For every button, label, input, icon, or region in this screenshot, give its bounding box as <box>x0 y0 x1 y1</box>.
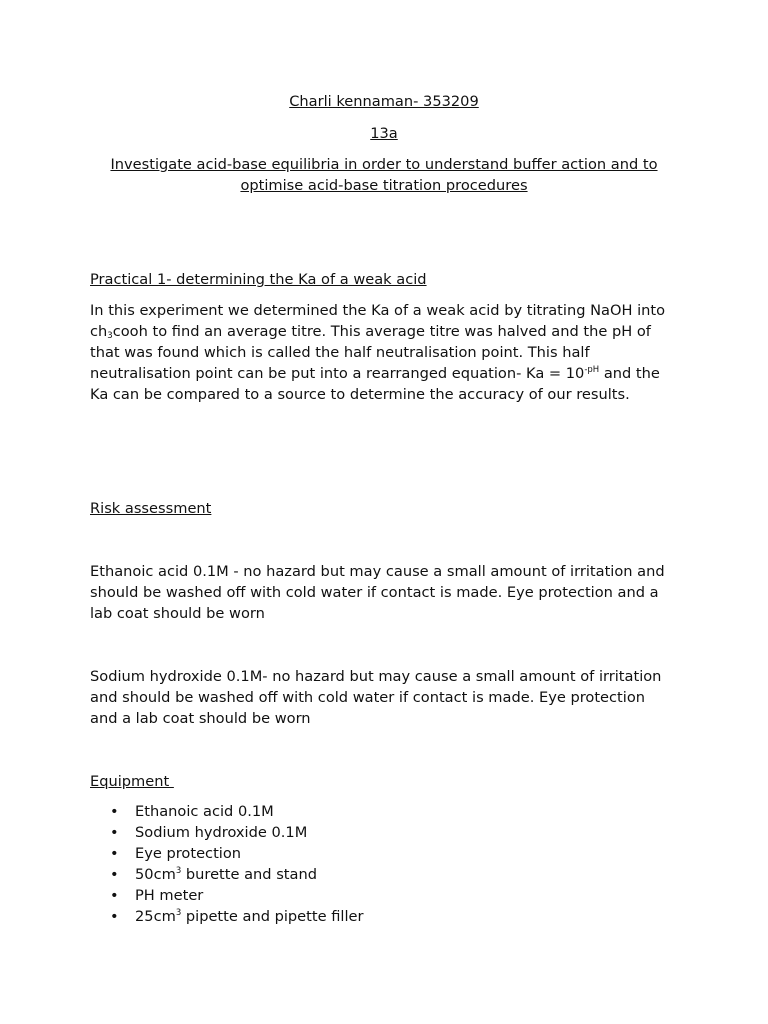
list-item <box>90 822 364 843</box>
list-item-text-post: burette and stand <box>181 866 317 883</box>
list-item-text: Eye protection <box>135 845 242 862</box>
bullet-icon: • <box>110 845 119 862</box>
list-item-text: Sodium hydroxide 0.1M <box>135 824 308 841</box>
list-item-text-post: pipette and pipette filler <box>181 908 364 925</box>
equipment-list <box>90 801 364 927</box>
list-item-text: PH meter <box>135 887 204 904</box>
practical-intro-part2: cooh to find an average titre. This average titre was halved and the pH of that was found which is called the half neutralisation point. This half neutralisation point can be put into a rearranged equation- Ka = 10 <box>90 323 651 382</box>
bullet-icon: • <box>110 866 119 883</box>
list-item <box>90 864 364 885</box>
bullet-icon: • <box>110 824 119 841</box>
practical-intro-subscript: 3 <box>107 331 113 341</box>
equipment-heading: Equipment <box>90 773 174 790</box>
superscript: 3 <box>175 866 182 876</box>
practical-intro <box>90 300 670 405</box>
list-item <box>90 801 364 822</box>
risk-heading: Risk assessment <box>90 500 212 517</box>
list-item-text-pre: 50cm <box>135 866 176 883</box>
list-item-text: Ethanoic acid 0.1M <box>135 803 274 820</box>
practical-heading: Practical 1- determining the Ka of a weak acid <box>90 271 427 288</box>
practical-intro-superscript: -pH <box>584 365 600 375</box>
list-item <box>90 885 364 906</box>
list-item <box>90 906 364 927</box>
bullet-icon: • <box>110 887 119 904</box>
risk-sodium-hydroxide: Sodium hydroxide 0.1M- no hazard but may cause a small amount of irritation and should be washed off with cold water if contact is made. Eye protection and a lab coat should be worn <box>90 668 662 727</box>
unit-code: 13a <box>370 125 398 142</box>
practical-intro-part1: In this experiment we determined the Ka of a weak acid by titrating NaOH into ch <box>90 302 666 340</box>
bullet-icon: • <box>110 908 119 925</box>
bullet-icon: • <box>110 803 119 820</box>
objective-title: Investigate acid-base equilibria in order to understand buffer action and to optimise acid-base titration procedures <box>110 156 658 194</box>
superscript: 3 <box>175 908 182 918</box>
list-item-text-pre: 25cm <box>135 908 176 925</box>
practical-intro-part3: and the Ka can be compared to a source to determine the accuracy of our results. <box>90 365 660 403</box>
list-item <box>90 843 364 864</box>
risk-ethanoic-acid: Ethanoic acid 0.1M - no hazard but may cause a small amount of irritation and should be washed off with cold water if contact is made. Eye protection and a lab coat should be worn <box>90 563 665 622</box>
author-line: Charli kennaman- 353209 <box>289 93 479 110</box>
